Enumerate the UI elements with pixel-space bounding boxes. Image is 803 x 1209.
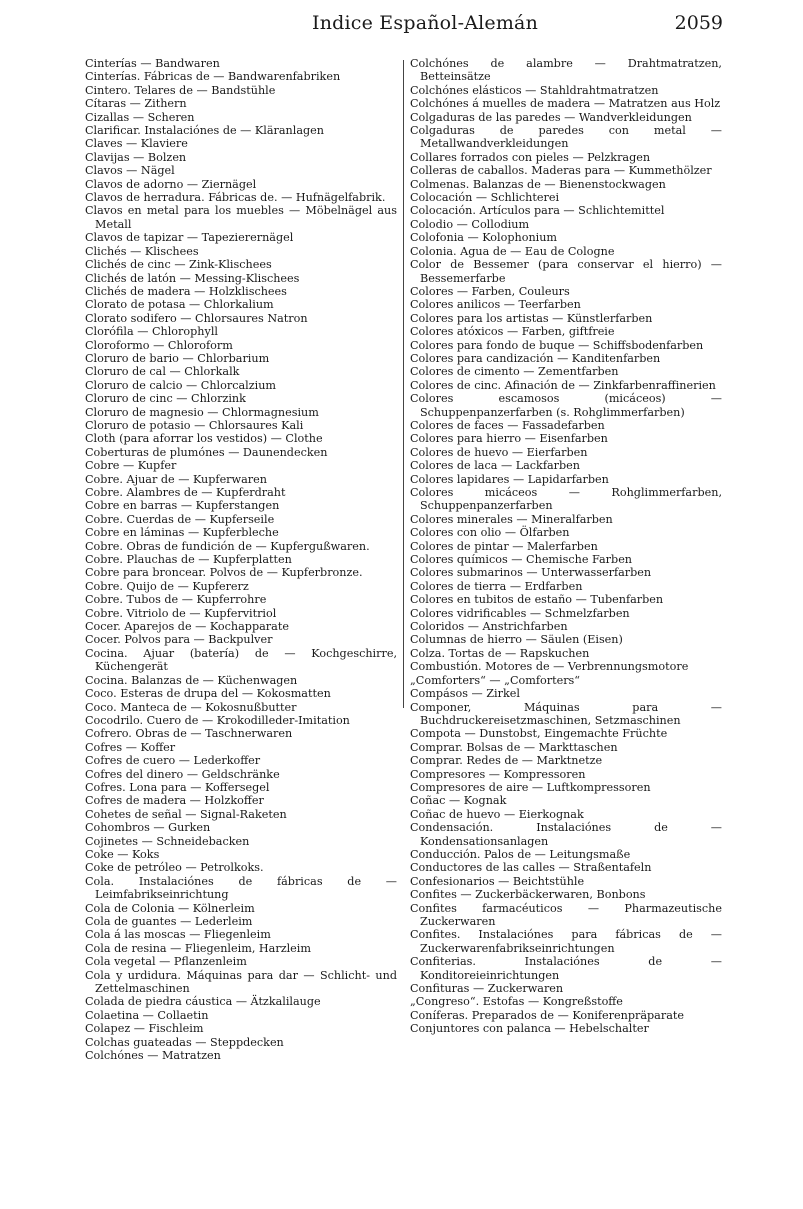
index-entry: Colores submarinos — Unterwasserfarben bbox=[410, 566, 652, 580]
index-entry: Colmenas. Balanzas de — Bienenstockwagen bbox=[410, 177, 666, 191]
index-entry: Clichés de latón — Messing-Klischees bbox=[85, 271, 300, 285]
index-entry: Colores anilicos — Teerfarben bbox=[410, 298, 581, 312]
index-entry: Conductores de las calles — Straßentafeln bbox=[410, 861, 652, 875]
index-entry: Cizallas — Scheren bbox=[85, 110, 195, 124]
page-title: Indice Español-Alemán bbox=[312, 12, 539, 34]
index-entry: „Comforters“ — „Comforters“ bbox=[410, 673, 580, 687]
index-entry: Cloroformo — Chloroform bbox=[85, 338, 233, 352]
column-divider bbox=[403, 60, 404, 708]
index-entry: Colores en tubitos de estaño — Tubenfarben bbox=[410, 593, 664, 607]
index-entry: „Congreso“. Estofas — Kongreßstoffe bbox=[410, 995, 623, 1009]
index-entry: Colores de faces — Fassadefarben bbox=[410, 418, 605, 432]
index-entry: Cobre. Ajuar de — Kupferwaren bbox=[85, 472, 267, 486]
index-entry: Cobre. Quijo de — Kupfererz bbox=[85, 579, 249, 593]
index-entry: Clichés de cinc — Zink-Klischees bbox=[85, 258, 272, 272]
index-entry: Coñac de huevo — Eierkognak bbox=[410, 807, 584, 821]
index-entry: Cítaras — Zithern bbox=[85, 97, 187, 111]
index-entry: Colores químicos — Chemische Farben bbox=[410, 553, 633, 567]
index-entry: Coníferas. Preparados de — Koniferenpräparate bbox=[410, 1008, 684, 1022]
index-entry: Colchónes de alambre — Drahtmatratzen, Betteinsätze bbox=[410, 57, 722, 84]
index-entry: Cobre en barras — Kupferstangen bbox=[85, 499, 280, 513]
index-entry: Colores — Farben, Couleurs bbox=[410, 284, 570, 298]
index-entry: Clavos de tapizar — Tapezierernägel bbox=[85, 231, 294, 245]
index-entry: Colores vidrificables — Schmelzfarben bbox=[410, 606, 630, 620]
index-entry: Claves — Klaviere bbox=[85, 137, 188, 151]
index-entry: Confituras — Zuckerwaren bbox=[410, 982, 564, 996]
index-entry: Cola y urdidura. Máquinas para dar — Schlicht- und Zettelmaschinen bbox=[85, 968, 397, 996]
index-entry: Cobre. Plauchas de — Kupferplatten bbox=[85, 553, 292, 567]
index-entry: Confites. Instalaciónes para fábricas de — Zuckerwarenfabrikseinrichtungen bbox=[410, 928, 722, 955]
index-entry: Colores de cinc. Afinación de — Zinkfarbenraffinerien bbox=[410, 378, 716, 392]
index-column-left bbox=[85, 57, 397, 1062]
index-entry: Cola de Colonia — Kölnerleim bbox=[85, 901, 255, 915]
index-entry: Colaetina — Collaetin bbox=[85, 1008, 209, 1022]
index-entry: Cofres de cuero — Lederkoffer bbox=[85, 754, 261, 768]
index-entry: Colores de tierra — Erdfarben bbox=[410, 579, 583, 593]
index-entry: Colgaduras de las paredes — Wandverkleidungen bbox=[410, 110, 692, 124]
index-entry: Colocación. Artículos para — Schlichtemittel bbox=[410, 204, 665, 218]
index-entry: Cobre. Obras de fundición de — Kupfergußwaren. bbox=[85, 539, 370, 553]
index-entry: Cocer. Aparejos de — Kochapparate bbox=[85, 620, 289, 634]
index-entry: Colchónes — Matratzen bbox=[85, 1049, 221, 1063]
index-entry: Cocina. Balanzas de — Küchenwagen bbox=[85, 673, 298, 687]
index-entry: Cofres — Koffer bbox=[85, 740, 176, 754]
index-entry: Clichés — Klischees bbox=[85, 244, 199, 258]
index-entry: Colchas guateadas — Steppdecken bbox=[85, 1035, 284, 1049]
index-entry: Coke — Koks bbox=[85, 847, 160, 861]
index-entry: Coberturas de plumónes — Daunendecken bbox=[85, 445, 328, 459]
index-entry: Color de Bessemer (para conservar el hierro) — Bessemerfarbe bbox=[410, 258, 722, 285]
index-entry: Cobre en láminas — Kupferbleche bbox=[85, 526, 279, 540]
index-entry: Clavos de adorno — Ziernägel bbox=[85, 177, 257, 191]
index-entry: Colores micáceos — Rohglimmerfarben, Schuppenpanzerfarben bbox=[410, 486, 722, 513]
index-entry: Colores con olio — Ölfarben bbox=[410, 526, 570, 540]
index-entry: Confiterias. Instalaciónes de — Konditoreieinrichtungen bbox=[410, 955, 722, 982]
index-entry: Confites — Zuckerbäckerwaren, Bonbons bbox=[410, 888, 646, 902]
index-entry: Coco. Esteras de drupa del — Kokosmatten bbox=[85, 687, 331, 701]
index-entry: Cohetes de señal — Signal-Raketen bbox=[85, 807, 287, 821]
index-entry: Cloruro de cinc — Chlorzink bbox=[85, 392, 246, 406]
index-entry: Colores minerales — Mineralfarben bbox=[410, 512, 613, 526]
index-entry: Condensación. Instalaciónes de — Kondensationsanlagen bbox=[410, 821, 722, 848]
index-entry: Cintero. Telares de — Bandstühle bbox=[85, 83, 276, 97]
index-entry: Cola de resina — Fliegenleim, Harzleim bbox=[85, 941, 311, 955]
index-entry: Cloruro de cal — Chlorkalk bbox=[85, 365, 240, 379]
index-entry: Cola á las moscas — Fliegenleim bbox=[85, 928, 271, 942]
index-entry: Clavos en metal para los muebles — Möbelnägel aus Metall bbox=[85, 204, 397, 231]
index-entry: Colores para hierro — Eisenfarben bbox=[410, 432, 608, 446]
index-entry: Cinterías — Bandwaren bbox=[85, 57, 220, 70]
index-entry: Cofrero. Obras de — Taschnerwaren bbox=[85, 727, 293, 741]
index-entry: Colofonia — Kolophonium bbox=[410, 231, 558, 245]
index-entry: Colleras de caballos. Maderas para — Kummethölzer bbox=[410, 164, 712, 178]
index-entry: Colapez — Fischleim bbox=[85, 1022, 204, 1036]
index-entry: Compresores — Kompressoren bbox=[410, 767, 586, 781]
index-entry: Collares forrados con pieles — Pelzkragen bbox=[410, 150, 651, 164]
index-entry: Clorófila — Chlorophyll bbox=[85, 325, 218, 339]
index-entry: Coloridos — Anstrichfarben bbox=[410, 620, 568, 634]
index-entry: Colza. Tortas de — Rapskuchen bbox=[410, 646, 590, 660]
index-entry: Columnas de hierro — Säulen (Eisen) bbox=[410, 633, 623, 647]
index-entry: Cinterías. Fábricas de — Bandwarenfabriken bbox=[85, 70, 341, 84]
index-entry: Conjuntores con palanca — Hebelschalter bbox=[410, 1022, 649, 1036]
index-entry: Cola vegetal — Pflanzenleim bbox=[85, 955, 247, 969]
index-entry: Colada de piedra cáustica — Ätzkalilauge bbox=[85, 995, 321, 1009]
page-number: 2059 bbox=[674, 12, 723, 34]
index-entry: Cobre. Alambres de — Kupferdraht bbox=[85, 486, 286, 499]
index-entry: Colores atóxicos — Farben, giftfreie bbox=[410, 325, 615, 339]
index-entry: Cloruro de bario — Chlorbarium bbox=[85, 351, 270, 365]
index-entry: Cojinetes — Schneidebacken bbox=[85, 834, 250, 848]
index-entry: Clarificar. Instalaciónes de — Kläranlagen bbox=[85, 124, 324, 138]
index-entry: Compota — Dunstobst, Eingemachte Früchte bbox=[410, 727, 668, 741]
index-entry: Cloruro de magnesio — Chlormagnesium bbox=[85, 405, 319, 419]
index-entry: Conducción. Palos de — Leitungsmaße bbox=[410, 847, 631, 861]
index-entry: Colonia. Agua de — Eau de Cologne bbox=[410, 244, 615, 258]
index-entry: Cola de guantes — Lederleim bbox=[85, 915, 253, 928]
index-entry: Clichés de madera — Holzklischees bbox=[85, 284, 287, 298]
index-entry: Colores de pintar — Malerfarben bbox=[410, 539, 598, 553]
index-entry: Colocación — Schlichterei bbox=[410, 191, 560, 205]
index-entry: Coke de petróleo — Petrolkoks. bbox=[85, 861, 264, 875]
index-entry: Cola. Instalaciónes de fábricas de — Leimfabrikseinrichtung bbox=[85, 874, 397, 902]
index-entry: Cobre — Kupfer bbox=[85, 459, 177, 473]
index-entry: Cloruro de calcio — Chlorcalzium bbox=[85, 378, 277, 392]
index-entry: Combustión. Motores de — Verbrennungsmotore bbox=[410, 660, 689, 674]
index-entry: Cofres de madera — Holzkoffer bbox=[85, 794, 264, 808]
index-entry: Colores de huevo — Eierfarben bbox=[410, 445, 588, 459]
index-entry: Cocina. Ajuar (batería) de — Kochgeschirre, Küchengerät bbox=[85, 646, 397, 674]
index-entry: Cocer. Polvos para — Backpulver bbox=[85, 633, 273, 647]
index-entry: Clorato de potasa — Chlorkalium bbox=[85, 298, 274, 312]
index-entry: Colores para candización — Kanditenfarben bbox=[410, 351, 661, 365]
index-entry: Colores escamosos (micáceos) — Schuppenpanzerfarben (s. Rohglimmerfarben) bbox=[410, 392, 722, 419]
index-entry: Clavos — Nägel bbox=[85, 164, 175, 178]
index-entry: Cohombros — Gurken bbox=[85, 821, 211, 835]
index-entry: Coco. Manteca de — Kokosnußbutter bbox=[85, 700, 297, 714]
page-header bbox=[0, 10, 803, 42]
index-entry: Confites farmacéuticos — Pharmazeutische Zuckerwaren bbox=[410, 901, 722, 928]
index-entry: Colores para los artistas — Künstlerfarben bbox=[410, 311, 653, 325]
index-entry: Cloth (para aforrar los vestidos) — Clothe bbox=[85, 432, 323, 446]
index-entry: Colodio — Collodium bbox=[410, 217, 530, 231]
index-entry: Colchónes elásticos — Stahldrahtmatratzen bbox=[410, 83, 659, 97]
index-entry: Cobre. Cuerdas de — Kupferseile bbox=[85, 512, 275, 526]
index-entry: Cobre. Tubos de — Kupferrohre bbox=[85, 593, 267, 607]
index-entry: Compásos — Zirkel bbox=[410, 687, 520, 701]
index-entry: Clorato sodifero — Chlorsaures Natron bbox=[85, 311, 308, 325]
index-entry: Cofres. Lona para — Koffersegel bbox=[85, 780, 270, 794]
index-entry: Componer, Máquinas para — Buchdruckereisetzmaschinen, Setzmaschinen bbox=[410, 700, 722, 727]
index-entry: Cobre para broncear. Polvos de — Kupferbronze. bbox=[85, 566, 363, 580]
index-entry: Clavijas — Bolzen bbox=[85, 150, 187, 164]
index-entry: Compresores de aire — Luftkompressoren bbox=[410, 780, 651, 794]
index-entry: Colchónes á muelles de madera — Matratzen aus Holz bbox=[410, 97, 721, 111]
index-entry: Comprar. Redes de — Marktnetze bbox=[410, 754, 603, 768]
index-entry: Colores lapidares — Lapidarfarben bbox=[410, 472, 609, 486]
index-entry: Confesionarios — Beichtstühle bbox=[410, 874, 585, 888]
index-column-right bbox=[410, 57, 722, 1036]
index-entry: Cloruro de potasio — Chlorsaures Kali bbox=[85, 418, 304, 432]
index-entry: Clavos de herradura. Fábricas de. — Hufnägelfabrik. bbox=[85, 191, 386, 205]
index-entry: Colores de cimento — Zementfarben bbox=[410, 365, 619, 379]
index-entry: Colores de laca — Lackfarben bbox=[410, 459, 580, 473]
index-entry: Cofres del dinero — Geldschränke bbox=[85, 767, 280, 781]
index-entry: Cocodrilo. Cuero de — Krokodilleder-Imitation bbox=[85, 713, 350, 727]
index-entry: Cobre. Vitriolo de — Kupfervitriol bbox=[85, 606, 277, 620]
index-entry: Comprar. Bolsas de — Markttaschen bbox=[410, 740, 618, 754]
index-entry: Colores para fondo de buque — Schiffsbodenfarben bbox=[410, 338, 704, 352]
index-entry: Colgaduras de paredes con metal — Metallwandverkleidungen bbox=[410, 124, 722, 151]
index-entry: Coñac — Kognak bbox=[410, 794, 507, 808]
